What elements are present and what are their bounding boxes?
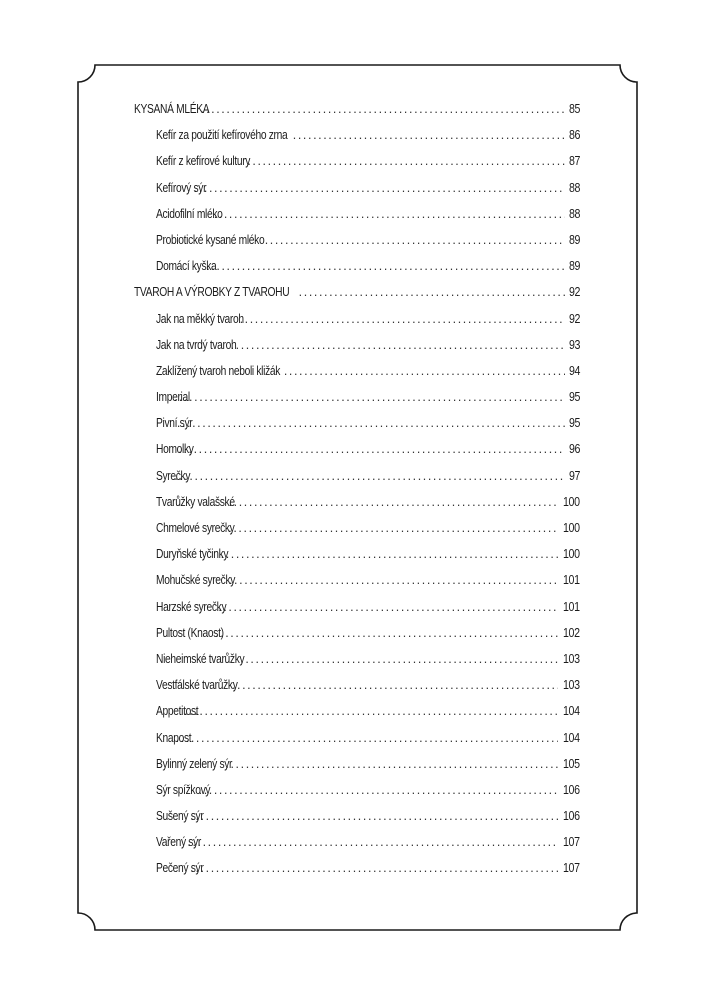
dot-leader xyxy=(214,207,565,221)
toc-entry-title: Tvarůžky valašské xyxy=(156,494,235,509)
toc-entry-title: Acidofilní mléko xyxy=(156,206,223,221)
dot-leader xyxy=(218,600,558,614)
toc-entry[interactable] xyxy=(134,154,580,180)
dot-leader xyxy=(177,416,565,430)
toc-entry-title: Sušený sýr xyxy=(156,809,204,824)
dot-leader xyxy=(174,390,565,404)
toc-entry-title: Vestfálské tvarůžky xyxy=(156,678,238,693)
dot-leader xyxy=(190,809,558,823)
toc-entry-title: Probiotické kysané mléko xyxy=(156,232,265,247)
toc-entry[interactable] xyxy=(134,259,580,285)
dot-leader xyxy=(225,757,558,771)
toc-entry-page: 104 xyxy=(563,704,580,719)
dot-leader xyxy=(284,364,565,378)
toc-entry-page: 106 xyxy=(563,809,580,824)
toc-entry-title: Chmelové syrečky xyxy=(156,521,235,535)
toc-entry[interactable] xyxy=(134,861,580,887)
dot-leader xyxy=(190,861,558,875)
toc-entry-title: Kefírový sýr xyxy=(156,180,207,195)
toc-entry[interactable] xyxy=(134,312,580,338)
toc-entry-title: Pečený sýr xyxy=(156,861,204,876)
toc-entry[interactable] xyxy=(134,652,580,678)
dot-leader xyxy=(221,547,559,561)
toc-entry[interactable] xyxy=(134,442,580,468)
dot-leader xyxy=(240,652,558,666)
toc-entry-title: Zaklížený tvaroh neboli kližák xyxy=(156,363,281,378)
toc-entry-title: Syrečky xyxy=(156,468,191,483)
toc-entry-page: 102 xyxy=(563,625,580,640)
toc-entry-page: 86 xyxy=(568,128,580,143)
dot-leader xyxy=(229,573,558,587)
toc-entry[interactable] xyxy=(134,390,580,416)
toc-entry-title: Bylinný zelený sýr xyxy=(156,756,233,771)
toc-entry-page: 103 xyxy=(563,678,580,693)
toc-entry[interactable] xyxy=(134,416,580,442)
dot-leader xyxy=(228,521,558,535)
dot-leader xyxy=(232,678,558,692)
toc-entry[interactable] xyxy=(134,600,580,626)
toc-entry-title: Vařený sýr xyxy=(156,835,201,850)
toc-entry[interactable] xyxy=(134,181,580,207)
toc-entry[interactable] xyxy=(134,626,580,652)
toc-entry-title: Jak na tvrdý tvaroh xyxy=(156,337,237,352)
toc-entry[interactable] xyxy=(134,731,580,757)
toc-entry-page: 88 xyxy=(568,206,580,221)
toc-entry-title: Sýr spížkový xyxy=(156,782,211,797)
toc-entry[interactable] xyxy=(134,128,580,154)
toc-entry-title: Harzské syrečky xyxy=(156,599,227,614)
dot-leader xyxy=(206,259,565,273)
toc-entry-page: 92 xyxy=(568,311,580,326)
toc-entry[interactable] xyxy=(134,757,580,783)
toc-entry-title: Jak na měkký tvaroh xyxy=(156,311,244,326)
toc-entry-title: Imperial xyxy=(156,390,190,405)
toc-entry-title: Mohučské syrečky xyxy=(156,573,236,588)
toc-entry-page: 104 xyxy=(563,730,580,745)
toc-entry-title: KYSANÁ MLÉKA xyxy=(134,102,210,116)
toc-entry-page: 103 xyxy=(563,651,580,666)
dot-leader xyxy=(184,704,558,718)
dot-leader xyxy=(247,154,565,168)
toc-entry-page: 100 xyxy=(563,494,580,509)
toc-entry[interactable] xyxy=(134,364,580,390)
toc-entry[interactable] xyxy=(134,521,580,547)
table-of-contents xyxy=(134,102,580,888)
dot-leader xyxy=(174,469,565,483)
toc-entry[interactable] xyxy=(134,678,580,704)
toc-entry-title: Kefír z kefírové kultury xyxy=(156,154,251,169)
toc-entry-page: 96 xyxy=(568,442,580,457)
toc-entry-title: Homolky xyxy=(156,442,194,457)
toc-entry-page: 94 xyxy=(568,363,580,378)
toc-entry[interactable] xyxy=(134,835,580,861)
toc-entry-page: 92 xyxy=(568,285,580,300)
toc-entry-page: 95 xyxy=(568,416,580,431)
dot-leader xyxy=(293,128,565,142)
dot-leader xyxy=(194,181,565,195)
toc-entry[interactable] xyxy=(134,207,580,233)
toc-entry[interactable] xyxy=(134,233,580,259)
dot-leader xyxy=(231,338,565,352)
toc-entry[interactable] xyxy=(134,783,580,809)
toc-section-entry[interactable] xyxy=(134,285,580,311)
dot-leader xyxy=(176,731,559,745)
toc-entry[interactable] xyxy=(134,547,580,573)
toc-entry-page: 97 xyxy=(568,468,580,483)
toc-entry-page: 89 xyxy=(568,232,580,247)
toc-entry-title: Knapost xyxy=(156,730,192,745)
toc-entry-title: Nieheimské tvarůžky xyxy=(156,651,245,666)
dot-leader xyxy=(201,102,565,116)
dot-leader xyxy=(265,233,565,247)
toc-entry-page: 101 xyxy=(563,573,580,588)
toc-entry-page: 101 xyxy=(563,599,580,614)
toc-entry-page: 93 xyxy=(568,337,580,352)
dot-leader xyxy=(187,835,558,849)
toc-entry-page: 87 xyxy=(568,154,580,169)
dot-leader xyxy=(178,442,565,456)
toc-entry-page: 89 xyxy=(568,259,580,274)
toc-entry[interactable] xyxy=(134,495,580,521)
toc-entry-page: 85 xyxy=(568,102,580,116)
toc-section-entry[interactable] xyxy=(134,102,580,128)
toc-entry-page: 107 xyxy=(563,835,580,850)
toc-entry-title: Appetitost xyxy=(156,704,199,719)
toc-entry-title: Duryňské tyčinky xyxy=(156,547,229,562)
toc-entry-page: 88 xyxy=(568,180,580,195)
toc-entry-title: Kefír za použití kefírového zrna xyxy=(156,128,288,143)
toc-entry[interactable] xyxy=(134,338,580,364)
dot-leader xyxy=(199,783,559,797)
dot-leader xyxy=(240,312,565,326)
dot-leader xyxy=(229,495,559,509)
toc-entry[interactable] xyxy=(134,573,580,599)
toc-entry-title: Pultost (Knaost) xyxy=(156,625,224,640)
toc-entry-page: 107 xyxy=(563,861,580,876)
toc-entry-page: 100 xyxy=(563,521,580,535)
toc-entry[interactable] xyxy=(134,469,580,495)
toc-entry-page: 105 xyxy=(563,756,580,771)
toc-entry-page: 106 xyxy=(563,782,580,797)
toc-entry[interactable] xyxy=(134,704,580,730)
toc-entry-title: Domácí kyška xyxy=(156,259,217,274)
dot-leader xyxy=(215,626,558,640)
toc-entry-title: Pivní sýr xyxy=(156,416,193,431)
toc-entry-page: 100 xyxy=(563,547,580,562)
toc-entry-title: TVAROH A VÝROBKY Z TVAROHU xyxy=(134,285,290,300)
toc-entry[interactable] xyxy=(134,809,580,835)
dot-leader xyxy=(299,285,565,299)
toc-entry-page: 95 xyxy=(568,390,580,405)
